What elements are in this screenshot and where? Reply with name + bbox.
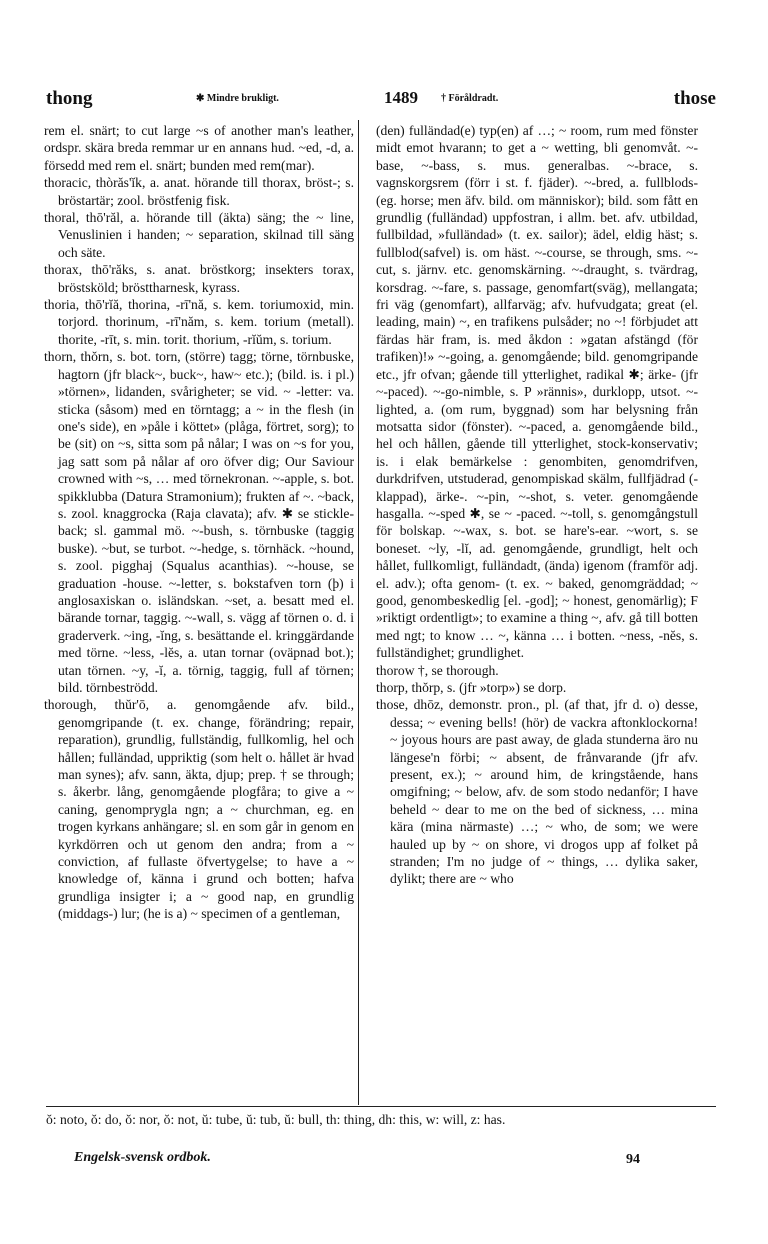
entry-continuation: (den) fulländad(e) typ(en) af …; ~ room, rum med fönster midt emot hvarann; to get a ~ wetting, bli genomvåt. ~-base, ~-bass, s. mus. generalbas. ~-brace, s. vagnskorgsrem (förr i st. f. fjäder). ~-bred, a. fullblods- (eg. horse; men äfv. bild. om människor); bild. som fått en grundlig (fulländad) uppfostran, i allm. bet. afv. utbildad, fullbildad, »fulländad» (t. ex. sailor); ädel, eldig häst; s. fullblod(safvel) is. om häst. ~-course, se through, sms. ~-cut, s. järnv. etc. genomskärning. ~-draught, s. tvärdrag, korsdrag. ~-fare, s. passage, genomfart(sväg), mellangata; fri väg (genomfart), allfarväg; afv. hufvudgata; great (el. leading, main) ~, en trafikens pulsåder; no ~! förbjudet att färdas här fram, is. med åkdon : »gatan afstängd (för trafiken)!» ~-going, a. genomgående; bild. genomgripande etc., jfr ofvan; gående till ytterlighet, radikal ✱; ärke- (jfr ~-paced). ~-go-nimble, s. P »rännis», durklopp, utsot. ~-lighted, a. (om rum, byggnad) som har belysning från motsatta sidor (fönster). ~-paced, a. genomgående bild., hel och hållen, gående till ytterlighet, stock-konservativ; is. i elak bemärkelse : genombiten, genomdrifven, durkdrifven, utstuderad, genompiskad skälm, fullfjädrad (-klappad), ärke-. ~-pin, ~-shot, s. veter. genomgående hasgalla. ~-sped ✱, se ~ -paced. ~-toll, s. genomgångstull för bolskap. ~-wax, s. bot. se hare's-ear. ~wort, s. se boneset. ~ly, -lĭ, ad. genomgående, grundligt, helt och hållet, fullkomligt, fulländadt, (ända) igenom (framför adj. el. adv.); ofta genom- (t. ex. ~ baked, genomgräddad; ~ good, genombeskedlig [el. -god]; ~ honest, genomärlig); F »riktigt ordentligt»; to examine a thing ~, afv. gå till botten med ngt; to know … ~, känna … i botten. ~ness, -nĕs, s. fullständighet; grundlighet. [376, 123, 698, 661]
sheet-number: 94 [626, 1152, 640, 1167]
entry-thoracic: thoracic, thòrăs'ĭk, a. anat. hörande till thorax, bröst-; s. bröstartär; zool. bröstfenig fisk. [44, 175, 354, 208]
entry-those: those, dhōz, demonstr. pron., pl. (af that, jfr d. o) desse, dessa; ~ evening bells! (hör) de vackra aftonklockorna! ~ joyous hours are past away, de glada stunderna äro nu längese'n förbi; ~ absent, de frånvarande (jfr afv. present, ex.); ~ around him, de kringstående, hans omgifning; ~ below, afv. de som stodo nedanför; I have beheld ~ dear to me on the bed of sickness, … mina kära (mina närmaste) …; ~ who, de som; we were hauled up by ~ on shore, vi drogos upp af folket på stranden; I'm no judge of ~ things, … dylika saker, dylikt; there are ~ who [376, 697, 698, 887]
entry-continuation: rem el. snärt; to cut large ~s of another man's leather, ordspr. skära breda remmar ur en annans hud. ~ed, -d, a. försedd med rem el. snärt; bunden med rem(mar). [44, 123, 354, 173]
right-running-headword: those [673, 88, 716, 109]
entry-thorax: thorax, thō'răks, s. anat. bröstkorg; insekters torax, bröstsköld; brösttharnesk, kyrass. [44, 262, 354, 295]
entry-thorp: thorp, thŏrp, s. (jfr »torp») se dorp. [376, 680, 567, 695]
right-column [376, 122, 698, 888]
entry-thoria: thoria, thō'rĭă, thorina, -rī'nă, s. kem. toriumoxid, min. torjord. thorinum, -rī'năm, s. kem. torium (metall). thorite, -rīt, s. min. torit. thorium, -rĭŭm, s. torium. [44, 297, 354, 347]
left-column [44, 122, 354, 923]
footer-divider [46, 1106, 716, 1107]
book-title: Engelsk-svensk ordbok. [74, 1150, 211, 1165]
entry-thorow: thorow †, se thorough. [376, 662, 499, 678]
obsolete-legend: † Föråldradt. [441, 93, 499, 104]
pronunciation-key: ŏ: noto, ŏ: do, ŏ: nor, ŏ: not, ŭ: tube, ŭ: tub, ŭ: bull, th: thing, dh: this, w: will, z: has. [46, 1112, 506, 1127]
entry-thorn: thorn, thŏrn, s. bot. torn, (större) tagg; törne, törnbuske, hagtorn (jfr black~, buck~, haw~ etc.); (bild. is. i pl.) »törnen», lidanden, svårigheter; se vid. ~ -letter: va. sticka (såsom) med en törntagg; a ~ in the flesh (in one's side), en »påle i köttet» (plåga, förtret, sorg); to be (sit) on ~s, sitta som på nålar; I was on ~s for you, jag satt som på nålar af oro öfver dig; Our Saviour crowned with ~s, … med törnekronan. ~-apple, s. bot. spikklubba (Datura Stramonium); frukten af ~. ~back, s. zool. knaggrocka (Raja clavata); afv. ✱ se stickle-back; sl. gammal mö. ~-bush, s. törnbuske (taggig buske). ~but, se turbot. ~-hedge, s. törnhäck. ~hound, s. zool. pigghaj (Squalus acanthias). ~-house, se graduation -house. ~-letter, s. bokstafven torn (þ) i anglosaxiskan o. isländskan. ~set, a. besatt med el. bärande tornar, taggig. ~-wall, s. vägg af törnen o. d. i graderverk. ~ing, -ĭng, s. besättande el. kringgärdande med törne. ~less, -lĕs, a. utan tornar (oväpnad bot.); utan törnen. ~y, -ĭ, a. törnig, taggig, full af törnen; bild. törnbeströdd. [44, 349, 354, 695]
entry-thoral: thoral, thō'răl, a. hörande till (äkta) säng; the ~ line, Venuslinien i handen; ~ separation, skilnad till säng och säte. [44, 210, 354, 260]
left-running-headword: thong [46, 88, 93, 109]
entry-thorough: thorough, thŭr'ō, a. genomgående afv. bild., genomgripande (t. ex. change, förändring; repair, reparation), grundlig, fullständig, fullkomlig, hel och hållen; fulländad, uppriktig (som helt o. hållet är hvad man synes); afv. sann, äkta, djup; prep. † se through; s. åkerbr. lång, genomgående plogfåra; to give a ~ caning, genomprygla ngn; a ~ churchman, eg. en trogen kyrkans anhängare; sl. en som går in genom en kyrkdörren och ut genom den andra; from a ~ conviction, af fullaste öfvertygelse; to have a ~ knowledge of, känna i grund och botten; hafva grundliga insigter i; a ~ good nap, en grundlig (middags-) lur; (he is a) ~ specimen of a gentleman, [44, 697, 354, 922]
rare-usage-legend: ✱ Mindre brukligt. [196, 93, 279, 104]
page-number: 1489 [384, 88, 418, 107]
column-divider [358, 120, 359, 1105]
page-header [46, 88, 716, 110]
